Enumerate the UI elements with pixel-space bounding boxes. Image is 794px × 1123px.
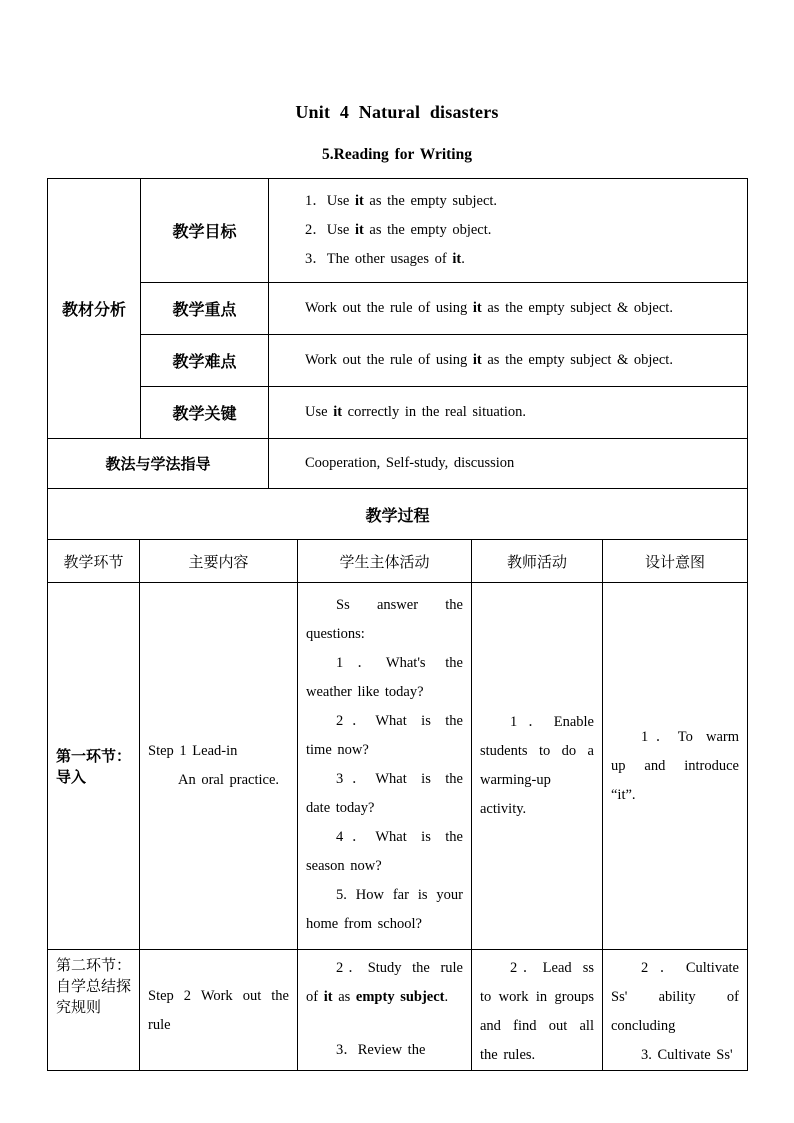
stage-cell: 第二环节： 自学总结探 究规则 [48,950,140,1071]
page-subtitle: 5.Reading for Writing [322,146,472,163]
teacher-activity-cell: 1．Enable students to do a warming-up activity. [472,583,603,950]
header-main-content: 主要内容 [140,540,298,583]
process-header-row [48,540,748,583]
header-teacher-activity: 教师活动 [472,540,603,583]
teaching-process-table [47,539,748,1071]
objectives-content: 1．Use it as the empty subject. 2．Use it as the empty object. 3．The other usages of it. [269,179,748,283]
header-stage: 教学环节 [48,540,140,583]
key-essential-label: 教学关键 [141,387,269,439]
student-activity-cell: Ss answer the questions: 1．What's the weather like today? 2．What is the time now? 3．What is the date today? 4．What is the season now? 5. How far is your home from school? [298,583,472,950]
lesson-info-table [47,178,748,540]
material-analysis-label: 教材分析 [48,179,141,439]
difficult-point-label: 教学难点 [141,335,269,387]
page-title: Unit 4 Natural disasters [295,102,499,122]
methods-label: 教法与学法指导 [48,439,269,489]
design-purpose-cell: 2．Cultivate Ss' ability of concluding 3. Cultivate Ss' [603,950,748,1071]
header-student-activity: 学生主体活动 [298,540,472,583]
methods-content: Cooperation, Self-study, discussion [269,439,748,489]
main-content-cell: Step 2 Work out the rule [140,950,298,1071]
process-row-2 [48,950,748,1071]
process-row-1 [48,583,748,950]
key-point-label: 教学重点 [141,283,269,335]
objectives-label: 教学目标 [141,179,269,283]
lesson-plan-tables [47,178,747,1071]
key-essential-content: Use it correctly in the real situation. [269,387,748,439]
design-purpose-cell: 1．To warm up and introduce “it”. [603,583,748,950]
key-point-content: Work out the rule of using it as the empty subject & object. [269,283,748,335]
teacher-activity-cell: 2．Lead ss to work in groups and find out all the rules. [472,950,603,1071]
difficult-point-content: Work out the rule of using it as the empty subject & object. [269,335,748,387]
header-design-purpose: 设计意图 [603,540,748,583]
student-activity-cell: 2．Study the rule of it as empty subject. 3．Review the [298,950,472,1071]
main-content-cell: Step 1 Lead-in An oral practice. [140,583,298,950]
stage-cell: 第一环节： 导入 [48,583,140,950]
process-title: 教学过程 [48,489,748,540]
